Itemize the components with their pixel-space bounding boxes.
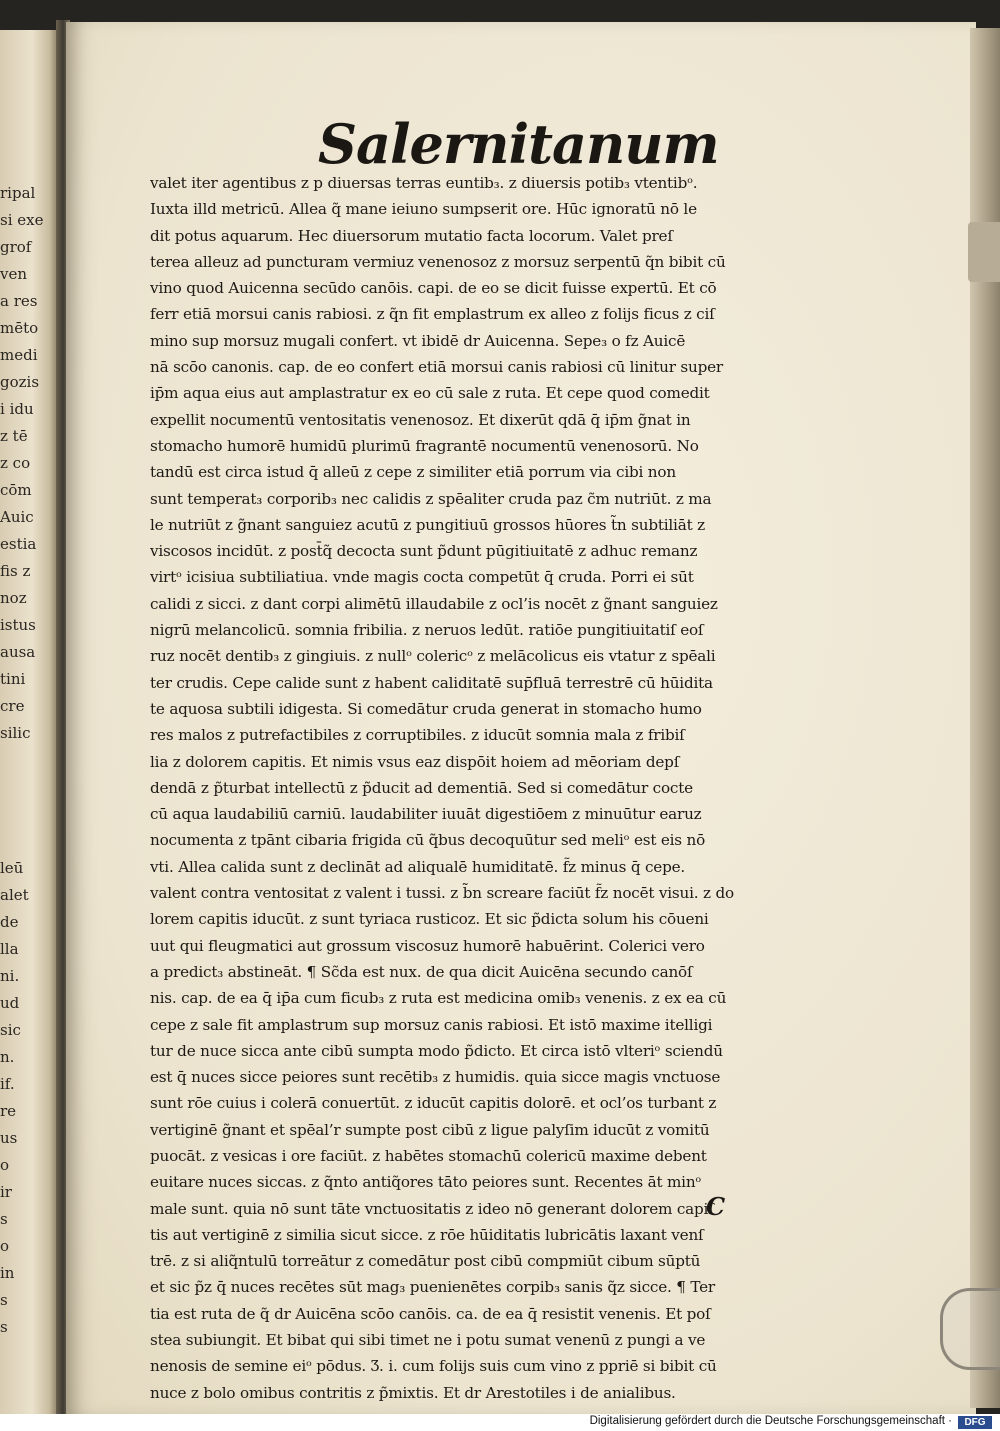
left-page-fragment: ni. xyxy=(0,967,20,985)
left-page-fragment: cōm xyxy=(0,481,32,499)
text-line: trē. z si aliq̃ntulū torreātur z comedātur post cibū compmiūt cibum sūptū xyxy=(150,1252,701,1271)
text-line: nuce z bolo omibus contritis z p̃mixtis. Et dr Arestotiles i de anialibus. xyxy=(150,1383,676,1402)
text-line: te aquosa subtili idigesta. Si comedātur cruda generat in stomacho humo xyxy=(150,699,702,718)
text-line: ruz nocēt dentib₃ z gingiuis. z nullᵒ colericᵒ z melācolicus eis vtatur z spēali xyxy=(150,647,716,666)
text-line: Iuxta illd metricū. Allea q̃ mane ieiuno sumpserit ore. Hūc ignoratū nō le xyxy=(150,200,697,219)
text-line: virtᵒ icisiua subtiliatiua. vnde magis cocta competūt q̄ cruda. Porri ei sūt xyxy=(150,568,694,587)
left-page-fragment: sic xyxy=(0,1021,21,1039)
left-page-fragment: cre xyxy=(0,697,25,715)
text-line: sunt rōe cuius i colerā conuertūt. z iducūt capitis dolorē. et ocl’os turbant z xyxy=(150,1094,717,1113)
footer-bar xyxy=(0,1414,1000,1431)
text-line: calidi z sicci. z dant corpi alimētū illaudabile z ocl’is nocēt z g̃nant sanguiez xyxy=(150,594,718,613)
left-page-fragment: s xyxy=(0,1210,8,1228)
left-page-fragment: istus xyxy=(0,616,36,634)
text-line: a predict₃ abstineāt. ¶ Sc̃da est nux. de qua dicit Auicēna secundo canōſ xyxy=(150,962,693,981)
text-line: cepe z sale fit amplastrum sup morsuz canis rabiosi. Et istō maxime itelligi xyxy=(150,1015,713,1034)
page-clip xyxy=(940,1288,1000,1370)
dfg-logo: DFG xyxy=(958,1416,992,1429)
text-line: nigrū melancolicū. somnia fribilia. z neruos ledūt. ratiōe pungitiuitatiſ eoſ xyxy=(150,621,704,640)
text-line: tis aut vertiginē z similia sicut sicce. z rōe hūiditatis lubricātis laxant venſ xyxy=(150,1225,704,1244)
text-line: expellit nocumentū ventositatis venenosoz. Et dixerūt qdā q̄ ip̄m g̃nat in xyxy=(150,410,691,429)
left-page-fragment: a res xyxy=(0,292,38,310)
left-page-fragment: re xyxy=(0,1102,17,1120)
text-line: dendā z p̃turbat intellectū z p̃ducit ad dementiā. Sed si comedātur cocte xyxy=(150,778,693,797)
text-line: stea subiungit. Et bibat qui sibi timet ne i potu sumat venenū z pungi a ve xyxy=(150,1331,706,1350)
left-page-fragment: ausa xyxy=(0,643,36,661)
left-page-fragment: o xyxy=(0,1156,10,1174)
text-line: dit potus aquarum. Hec diuersorum mutatio facta locorum. Valet preſ xyxy=(150,226,673,245)
footer-credit: Digitalisierung gefördert durch die Deutsche Forschungsgemeinschaft · xyxy=(589,1415,952,1427)
left-page-fragment: ripal xyxy=(0,184,36,202)
text-line: viscosos incidūt. z post̄q̃ decocta sunt p̃dunt pūgitiuitatē z adhuc remanz xyxy=(150,542,698,561)
left-page-fragment: grof xyxy=(0,238,32,256)
text-line: ter crudis. Cepe calide sunt z habent caliditatē sup̄fluā terrestrē cū hūidita xyxy=(150,673,713,692)
left-page-fragment: fis z xyxy=(0,562,31,580)
text-line: nocumenta z tpānt cibaria frigida cū q̃bus decoquūtur sed meliᵒ est eis nō xyxy=(150,831,706,850)
text-line: ferr etiā morsui canis rabiosi. z q̃n fit emplastrum ex alleo z folijs ficus z ciſ xyxy=(150,305,715,324)
left-page-fragment: tini xyxy=(0,670,26,688)
left-page-fragment: gozis xyxy=(0,373,40,391)
left-page-fragment: z tē xyxy=(0,427,28,445)
text-line: nenosis de semine eiᵒ pōdus. Ʒ. i. cum folijs suis cum vino z ppriē si bibit cū xyxy=(150,1357,717,1376)
text-line: nis. cap. de ea q̄ ip̄a cum ficub₃ z ruta est medicina omib₃ venenis. z ex ea cū xyxy=(150,989,727,1008)
left-page-fragment: silic xyxy=(0,724,31,742)
text-line: vertiginē g̃nant et spēal’r sumpte post cibū z ligue palyſim iducūt z vomitū xyxy=(150,1120,710,1139)
text-line: euitare nuces siccas. z q̃nto antiq̃ores tāto peiores sunt. Recentes āt minᵒ xyxy=(150,1173,702,1192)
left-page-fragment: medi xyxy=(0,346,38,364)
text-line: vino quod Auicenna secūdo canōis. capi. de eo se dicit fuisse expertū. Et cō xyxy=(150,279,717,298)
page-heading: Salernitanum xyxy=(318,112,719,176)
left-page-fragment: in xyxy=(0,1264,15,1282)
left-page-fragment: ven xyxy=(0,265,28,283)
left-page xyxy=(0,30,58,1420)
text-line: tandū est circa istud q̄ alleū z cepe z similiter etiā porrum via cibi non xyxy=(150,463,676,482)
left-page-fragment: mēto xyxy=(0,319,39,337)
text-line: terea alleuz ad puncturam vermiuz venenosoz z morsuz serpentū q̃n bibit cū xyxy=(150,252,726,271)
text-line: stomacho humorē humidū plurimū fragrantē nocumentū venenosorū. No xyxy=(150,436,699,455)
left-page-fragment: i idu xyxy=(0,400,34,418)
left-page-fragment: s xyxy=(0,1291,8,1309)
left-page-fragment: us xyxy=(0,1129,18,1147)
left-page-fragment: leū xyxy=(0,859,24,877)
left-page-fragment: lla xyxy=(0,940,19,958)
left-page-fragment: n. xyxy=(0,1048,15,1066)
left-page-fragment: z co xyxy=(0,454,31,472)
text-line: sunt temperat₃ corporib₃ nec calidis z spēaliter cruda paz c̃m nutriūt. z ma xyxy=(150,489,712,508)
text-line: valet iter agentibus z p diuersas terras euntib₃. z diuersis potib₃ vtentibᵒ. xyxy=(150,174,698,192)
text-line: uut qui fleugmatici aut grossum viscosuz humorē habuērint. Colerici vero xyxy=(150,936,705,955)
catchword: C xyxy=(706,1192,726,1221)
text-line: puocāt. z vesicas i ore faciūt. z habētes stomachū colericū maxime debent xyxy=(150,1146,707,1165)
left-page-fragment: ir xyxy=(0,1183,12,1201)
left-page-fragment: if. xyxy=(0,1075,15,1093)
text-line: tia est ruta de q̃ dr Auicēna scōo canōis. ca. de ea q̄ resistit venenis. Et poſ xyxy=(150,1304,711,1323)
left-page-fragment: estia xyxy=(0,535,37,553)
text-line: male sunt. quia nō sunt tāte vnctuositatis z ideo nō generant dolorem capiſ xyxy=(150,1199,714,1218)
text-line: cū aqua laudabiliū carniū. laudabiliter iuuāt digestiōem z minuūtur earuz xyxy=(150,805,702,824)
text-line: res malos z putrefactibiles z corruptibiles. z iducūt somnia mala z fribiſ xyxy=(150,726,685,745)
left-page-fragment: de xyxy=(0,913,19,931)
body-text xyxy=(150,170,790,1406)
left-page-fragment: noz xyxy=(0,589,27,607)
text-line: lorem capitis iducūt. z sunt tyriaca rusticoz. Et sic p̃dicta solum his cōueni xyxy=(150,910,709,929)
left-page-fragment: s xyxy=(0,1318,8,1336)
left-page-fragment: Auic xyxy=(0,508,34,526)
page-tab-marker xyxy=(968,222,1000,282)
left-page-fragment: si exe xyxy=(0,211,44,229)
text-line: tur de nuce sicca ante cibū sumpta modo p̃dicto. Et circa istō vlteriᵒ sciendū xyxy=(150,1041,723,1060)
left-page-fragment: o xyxy=(0,1237,10,1255)
left-page-fragment: ud xyxy=(0,994,20,1012)
text-line: lia z dolorem capitis. Et nimis vsus eaz dispōit hoiem ad mēoriam depſ xyxy=(150,752,680,771)
text-line: mino sup morsuz mugali confert. vt ibidē dr Auicenna. Sepe₃ o fz Auicē xyxy=(150,331,686,350)
text-line: vti. Allea calida sunt z declināt ad aliqualē humiditatē. f̃z minus q̄ cepe. xyxy=(150,857,686,876)
text-line: et sic p̃z q̄ nuces recētes sūt mag₃ puenienētes corpib₃ sanis q̃z sicce. ¶ Ter xyxy=(150,1278,715,1297)
text-line: ip̄m aqua eius aut amplastratur ex eo cū sale z ruta. Et cepe quod comedit xyxy=(150,384,710,403)
text-line: est q̄ nuces sicce peiores sunt recētib₃ z humidis. quia sicce magis vnctuose xyxy=(150,1068,721,1087)
text-line: le nutriūt z g̃nant sanguiez acutū z pungitiuū grossos hūores t̃n subtiliāt z xyxy=(150,515,705,534)
left-page-fragment: alet xyxy=(0,886,29,904)
text-line: valent contra ventositat z valent i tussi. z b̃n screare faciūt f̃z nocēt visui. z do xyxy=(150,884,734,903)
text-line: nā scōo canonis. cap. de eo confert etiā morsui canis rabiosi cū linitur super xyxy=(150,358,723,377)
